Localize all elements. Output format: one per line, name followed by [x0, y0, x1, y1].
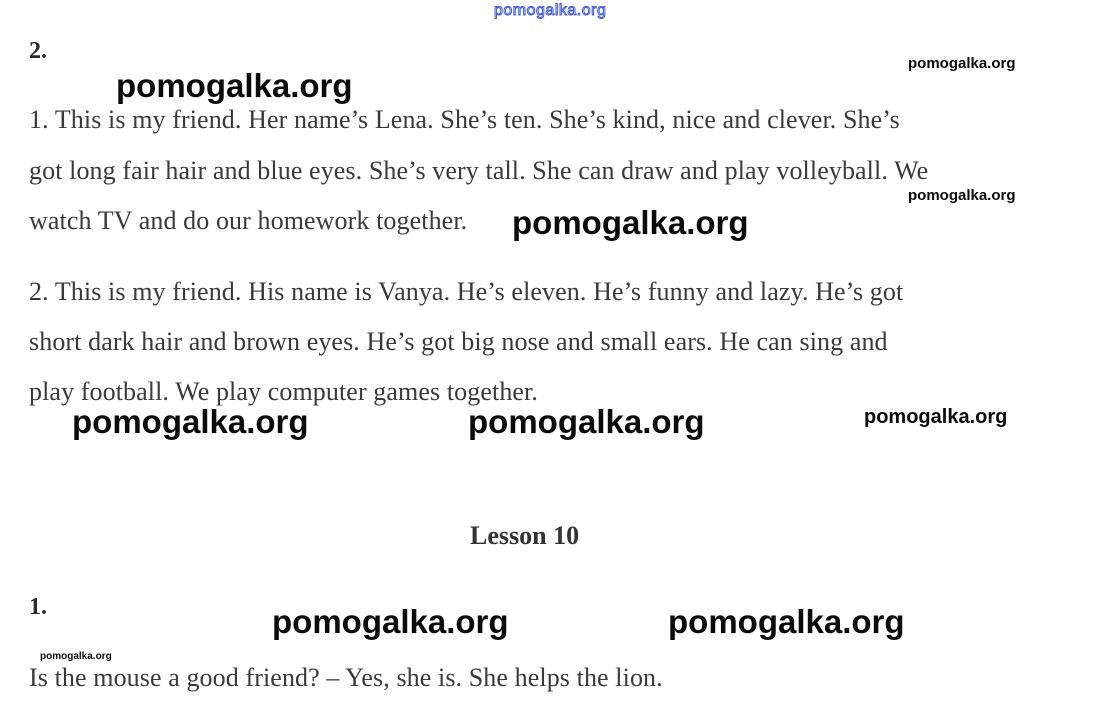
paragraph-line: 2. This is my friend. His name is Vanya. He’s eleven. He’s funny and lazy. He’s got [29, 277, 904, 306]
watermark: pomogalka.org [72, 403, 309, 440]
watermark: pomogalka.org [668, 603, 905, 640]
paragraph-line: Is the mouse a good friend? – Yes, she is. She helps the lion. [29, 663, 663, 692]
watermark: pomogalka.org [272, 603, 509, 640]
watermark: pomogalka.org [512, 204, 749, 241]
watermark: pomogalka.org [468, 403, 705, 440]
paragraph-line: got long fair hair and blue eyes. She’s very tall. She can draw and play volleyball. We [29, 156, 929, 185]
paragraph-line: short dark hair and brown eyes. He’s got big nose and small ears. He can sing and [29, 327, 888, 356]
paragraph-line: 1. This is my friend. Her name’s Lena. She’s ten. She’s kind, nice and clever. She’s [29, 105, 900, 134]
watermark: pomogalka.org [40, 651, 112, 662]
exercise-number: 2. [29, 38, 47, 64]
watermark: pomogalka.org [908, 187, 1016, 204]
watermark: pomogalka.org [116, 67, 353, 104]
lesson-title: Lesson 10 [470, 521, 580, 550]
watermark: pomogalka.org [864, 406, 1008, 428]
paragraph-line: watch TV and do our homework together. [29, 206, 468, 235]
exercise-number: 1. [29, 594, 47, 620]
watermark-top: pomogalka.org [494, 2, 607, 19]
paragraph-line: play football. We play computer games together. [29, 377, 538, 406]
watermark: pomogalka.org [908, 55, 1016, 72]
